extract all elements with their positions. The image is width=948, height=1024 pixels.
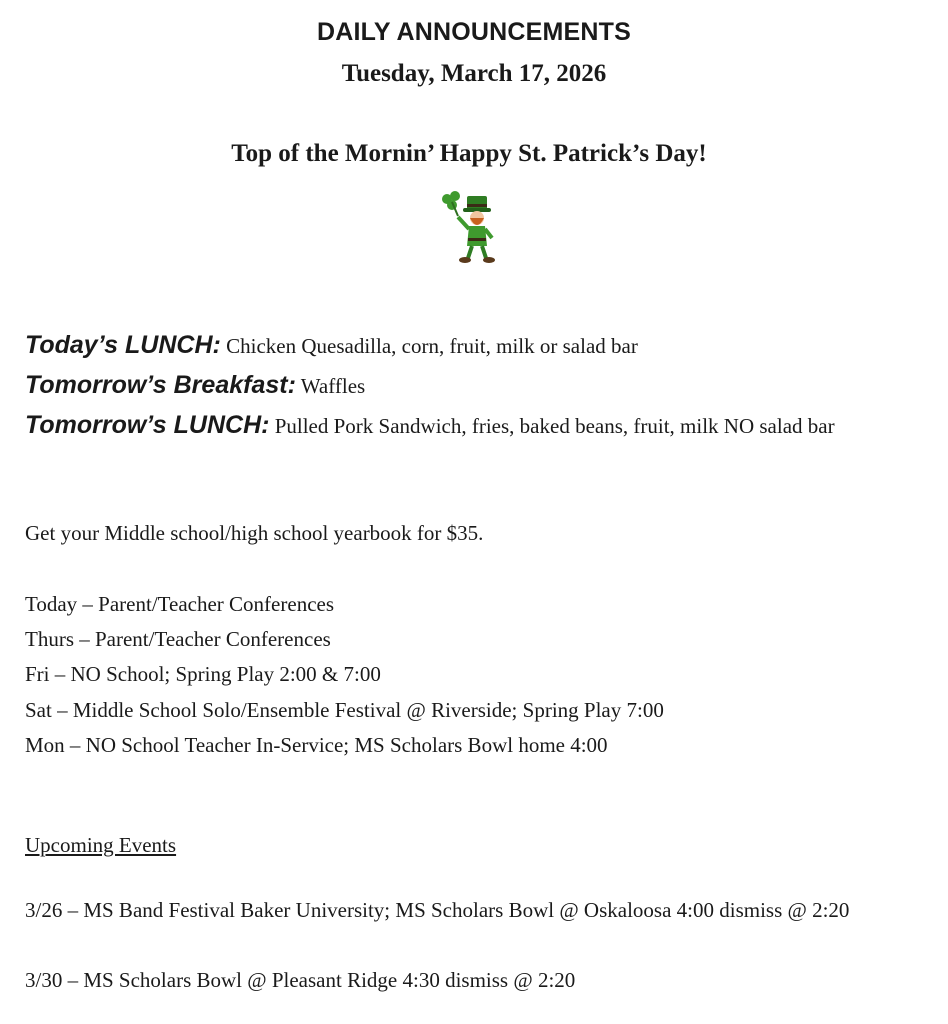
schedule-item: Today – Parent/Teacher Conferences bbox=[25, 592, 335, 616]
leprechaun-icon bbox=[438, 184, 502, 266]
menu-text: Chicken Quesadilla, corn, fruit, milk or salad bar bbox=[226, 334, 638, 358]
greeting-text: Top of the Mornin’ Happy St. Patrick’s Day! bbox=[231, 140, 707, 167]
schedule-item: Fri – NO School; Spring Play 2:00 & 7:00 bbox=[25, 662, 381, 686]
menu-item-tomorrow-lunch bbox=[25, 407, 905, 444]
page-date: Tuesday, March 17, 2026 bbox=[341, 60, 607, 87]
menu-text: Waffles bbox=[300, 374, 366, 398]
schedule-item: Sat – Middle School Solo/Ensemble Festival @ Riverside; Spring Play 7:00 bbox=[25, 698, 664, 722]
menu-item-tomorrow-breakfast bbox=[25, 367, 905, 404]
schedule-item: Mon – NO School Teacher In-Service; MS Scholars Bowl home 4:00 bbox=[25, 733, 608, 757]
yearbook-notice: Get your Middle school/high school yearbook for $35. bbox=[25, 521, 484, 545]
menu-label: Tomorrow’s Breakfast: bbox=[25, 371, 296, 399]
menu-item-today-lunch bbox=[25, 327, 905, 364]
menu-text: Pulled Pork Sandwich, fries, baked beans, fruit, milk NO salad bar bbox=[274, 414, 835, 438]
menu-label: Tomorrow’s LUNCH: bbox=[25, 411, 270, 439]
upcoming-event: 3/26 – MS Band Festival Baker University; MS Scholars Bowl @ Oskaloosa 4:00 dismiss @ 2:20 bbox=[25, 898, 850, 922]
menu-label: Today’s LUNCH: bbox=[25, 331, 221, 359]
upcoming-events-heading: Upcoming Events bbox=[25, 833, 177, 857]
upcoming-event: 3/30 – MS Scholars Bowl @ Pleasant Ridge 4:30 dismiss @ 2:20 bbox=[25, 968, 576, 992]
shamrock-icon bbox=[442, 191, 460, 216]
page-title: DAILY ANNOUNCEMENTS bbox=[316, 18, 632, 46]
schedule-item: Thurs – Parent/Teacher Conferences bbox=[25, 627, 331, 651]
